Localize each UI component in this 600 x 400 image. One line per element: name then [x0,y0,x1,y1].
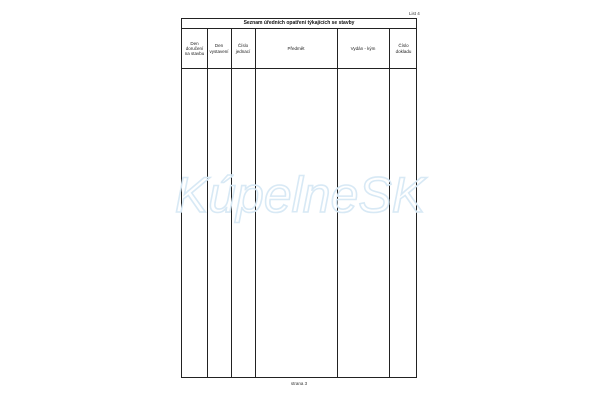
column-divider [231,29,232,377]
column-divider [337,29,338,377]
form-title: Seznam úředních opatření týkajících se stavby [182,19,416,29]
sheet-label: List 4 [409,11,420,16]
column-divider [207,29,208,377]
page-number: strana 3 [290,381,308,386]
column-header-document-number: Číslo dokladu [395,43,412,54]
column-header-delivery-date: Den doručení na stavbu [184,40,205,57]
column-header-issued-by: Vydán - kým [350,45,376,51]
watermark-text: KúpelneSK [174,167,426,223]
column-header-issue-date: Den vystavení [209,43,229,54]
column-divider [255,29,256,377]
column-header-subject: Předmět [287,45,305,51]
header-divider [182,68,416,69]
official-measures-form [181,18,417,378]
column-header-reference-number: Číslo jednací [235,43,251,54]
column-divider [389,29,390,377]
